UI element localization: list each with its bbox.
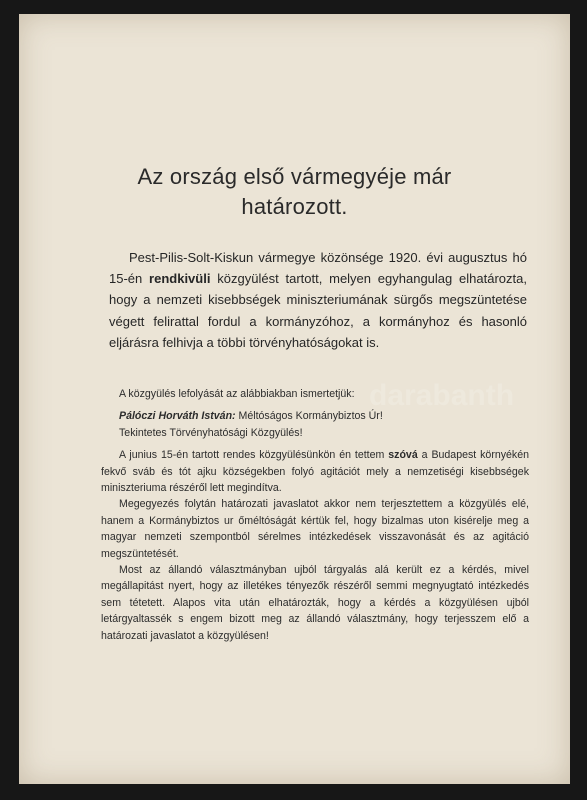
document-page xyxy=(19,14,570,784)
speaker-line xyxy=(101,408,529,424)
intro-text-post: közgyülést tartott, melyen egyhangulag elhatározta, hogy a nemzeti kisebbségek miniszteriumának sürgős megszüntetése végett felirattal fordul a kormányzóhoz, a kormányhoz és hasonló eljárásra felhivja a többi törvényhatóságokat is. xyxy=(109,271,527,350)
document-title xyxy=(19,162,570,222)
intro-text-pre: Pest-Pilis-Solt-Kiskun vármegye közönsége 1920. évi augusztus hó 15-én xyxy=(109,250,527,287)
paragraph-1-bold: szóvá xyxy=(388,449,418,462)
intro-text-bold: rendkivüli xyxy=(149,271,211,287)
document-body xyxy=(101,386,529,644)
greeting-2: Tekintetes Törvényhatósági Közgyülés! xyxy=(119,426,303,439)
paragraph-1-pre: A junius 15-én tartott rendes közgyülésünkön én tettem xyxy=(119,449,385,462)
greeting-1: Méltóságos Kormánybiztos Úr! xyxy=(238,410,383,423)
watermark: darabanth xyxy=(369,379,515,412)
speaker-name: Pálóczi Horváth István: xyxy=(119,410,236,423)
title-line-1: Az ország első vármegyéje már xyxy=(137,164,452,189)
paragraph-3: Most az állandó választmányban ujból tárgyalás alá került ez a kérdés, mivel megállapitást nyert, hogy az illetékes tényezők részéről semmi megnyugtató intézkedés sem tétetett. Alapos vita után elhatározták, hogy a kérdés a közgyülésen ujból letárgyaltassék s engem bizott meg az állandó választmány, hogy terjesszem elő a határozati javaslatot a közgyülésen! xyxy=(101,564,529,642)
paragraph-1-post: a Budapest környékén fekvő sváb és tót ajku községekben folyó agitációt mely a nemzetiségi kisebbségek miniszteriuma részéről lett megindítva. xyxy=(101,449,530,495)
title-line-2: határozott. xyxy=(241,194,348,219)
paragraph-1 xyxy=(101,447,529,496)
paragraph-2: Megegyezés folytán határozati javaslatot akkor nem terjesztettem a közgyülés elé, hanem a Kormánybiztos ur őméltóságát kértük fel, hogy bizalmas uton kisérelje meg a magyar nemzeti szempontból sérelmes intézkedések visszavonását és az agitáció megszüntetését. xyxy=(101,498,529,560)
lead-line: A közgyülés lefolyását az alábbiakban ismertetjük: xyxy=(119,388,355,400)
intro-paragraph xyxy=(109,247,527,353)
